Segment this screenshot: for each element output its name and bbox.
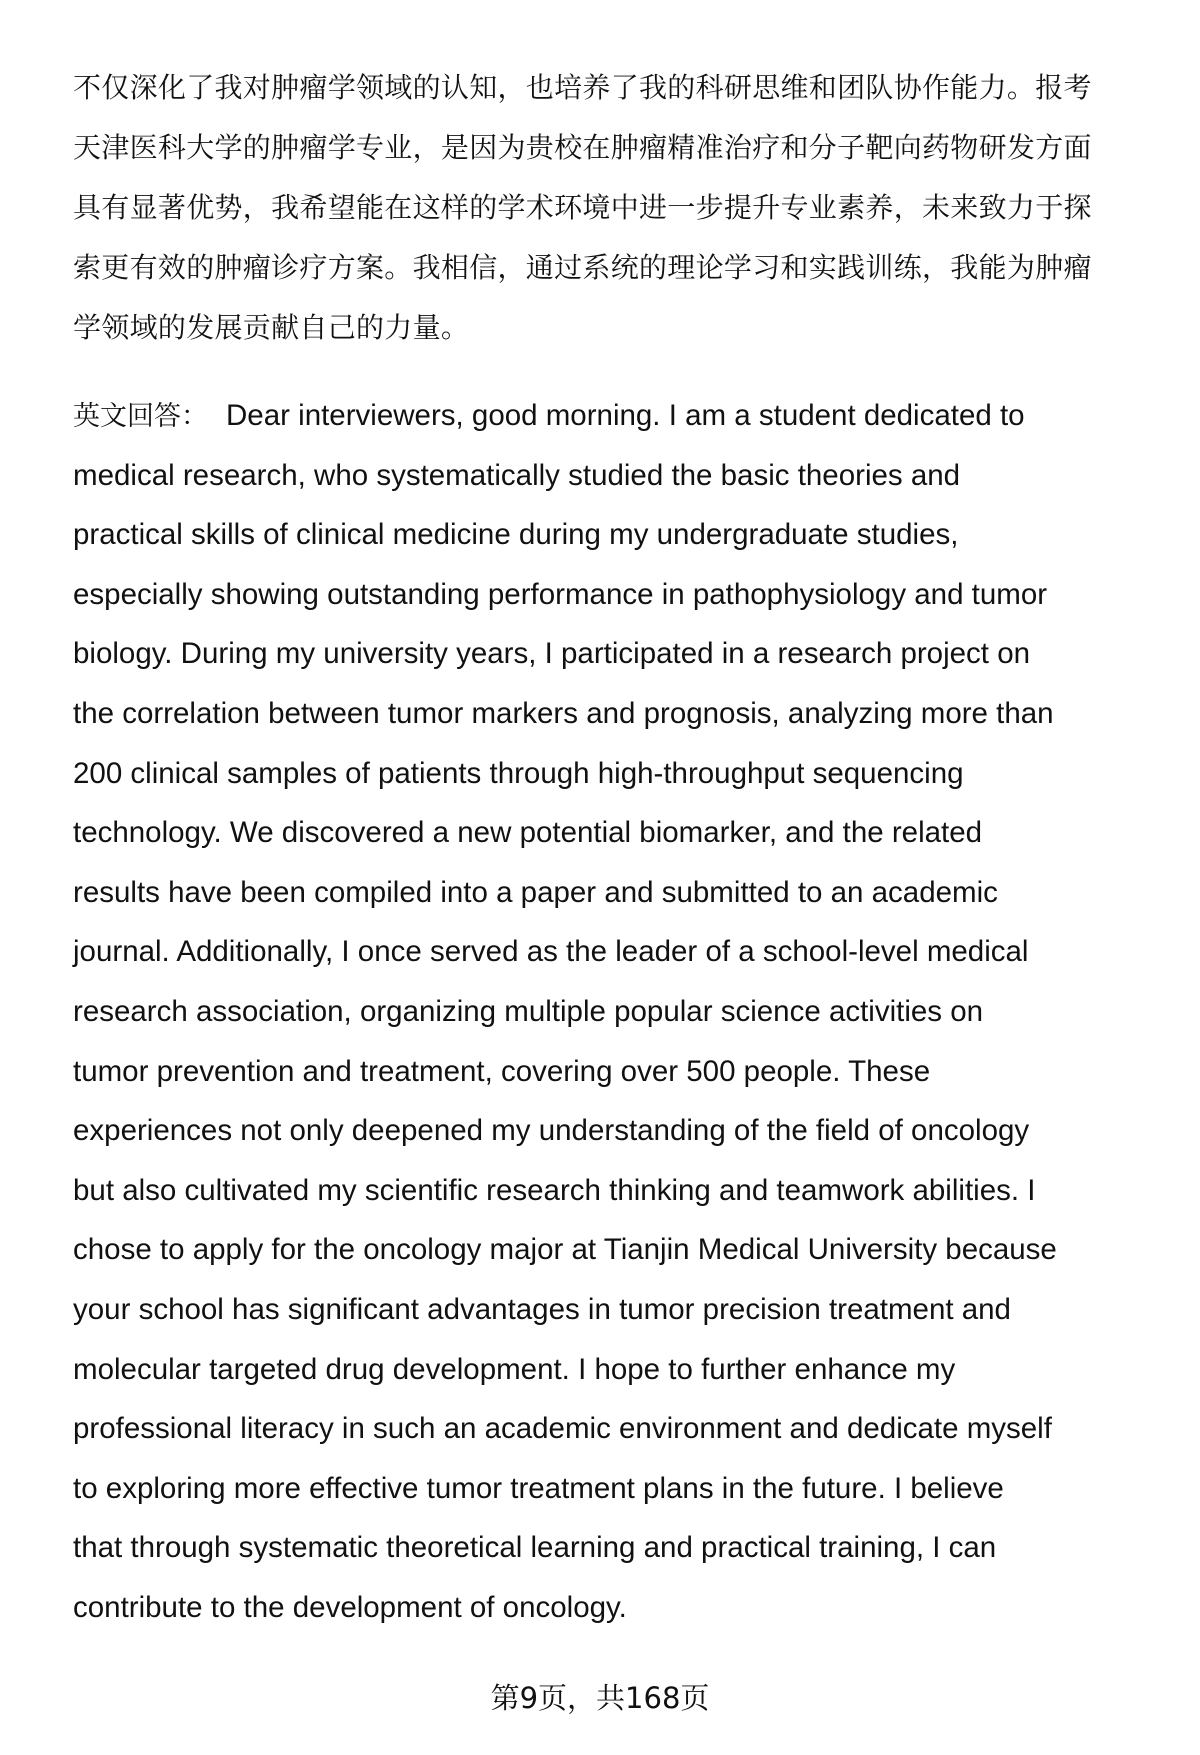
text-line: biology. During my university years, I participated in a research project on — [73, 637, 1031, 671]
text-line: technology. We discovered a new potential biomarker, and the related — [73, 816, 983, 850]
text-line: your school has significant advantages in tumor precision treatment and — [73, 1292, 1011, 1326]
text-line: research association, organizing multiple popular science activities on — [73, 994, 984, 1028]
text-line: practical skills of clinical medicine during my undergraduate studies, — [73, 518, 959, 552]
page-number-footer: 第9页，共168页 — [490, 1681, 710, 1715]
text-line: contribute to the development of oncology. — [73, 1590, 627, 1624]
text-line: to exploring more effective tumor treatment plans in the future. I believe — [73, 1471, 1004, 1505]
text-line: the correlation between tumor markers and prognosis, analyzing more than — [73, 696, 1054, 730]
document-page — [73, 58, 1163, 1637]
chinese-answer-paragraph — [73, 58, 1163, 358]
text-line: molecular targeted drug development. I hope to further enhance my — [73, 1352, 956, 1386]
text-line: journal. Additionally, I once served as the leader of a school-level medical — [73, 935, 1029, 969]
english-answer-label: 英文回答： — [73, 401, 208, 432]
text-line: 200 clinical samples of patients through high-throughput sequencing — [73, 756, 964, 790]
text-line: 学领域的发展贡献自己的力量。 — [73, 311, 470, 344]
text-line: medical research, who systematically studied the basic theories and — [73, 458, 961, 492]
text-line-content: Dear interviewers, good morning. I am a student dedicated to — [226, 399, 1025, 432]
text-line — [73, 386, 1163, 446]
text-line: tumor prevention and treatment, covering over 500 people. These — [73, 1054, 931, 1088]
text-line: that through systematic theoretical learning and practical training, I can — [73, 1531, 997, 1565]
text-line: experiences not only deepened my understanding of the field of oncology — [73, 1114, 1030, 1148]
text-line: 具有显著优势，我希望能在这样的学术环境中进一步提升专业素养，未来致力于探 — [73, 191, 1092, 224]
english-answer-paragraph — [73, 386, 1163, 1637]
text-line: 天津医科大学的肿瘤学专业，是因为贵校在肿瘤精准治疗和分子靶向药物研发方面 — [73, 131, 1092, 164]
text-line: professional literacy in such an academic environment and dedicate myself — [73, 1412, 1052, 1446]
text-line: especially showing outstanding performance in pathophysiology and tumor — [73, 577, 1048, 611]
text-line: 不仅深化了我对肿瘤学领域的认知，也培养了我的科研思维和团队协作能力。报考 — [73, 71, 1092, 104]
text-line: but also cultivated my scientific research thinking and teamwork abilities. I — [73, 1173, 1036, 1207]
text-line: chose to apply for the oncology major at Tianjin Medical University because — [73, 1233, 1057, 1267]
text-line: results have been compiled into a paper and submitted to an academic — [73, 875, 998, 909]
text-line: 索更有效的肿瘤诊疗方案。我相信，通过系统的理论学习和实践训练，我能为肿瘤 — [73, 251, 1092, 284]
